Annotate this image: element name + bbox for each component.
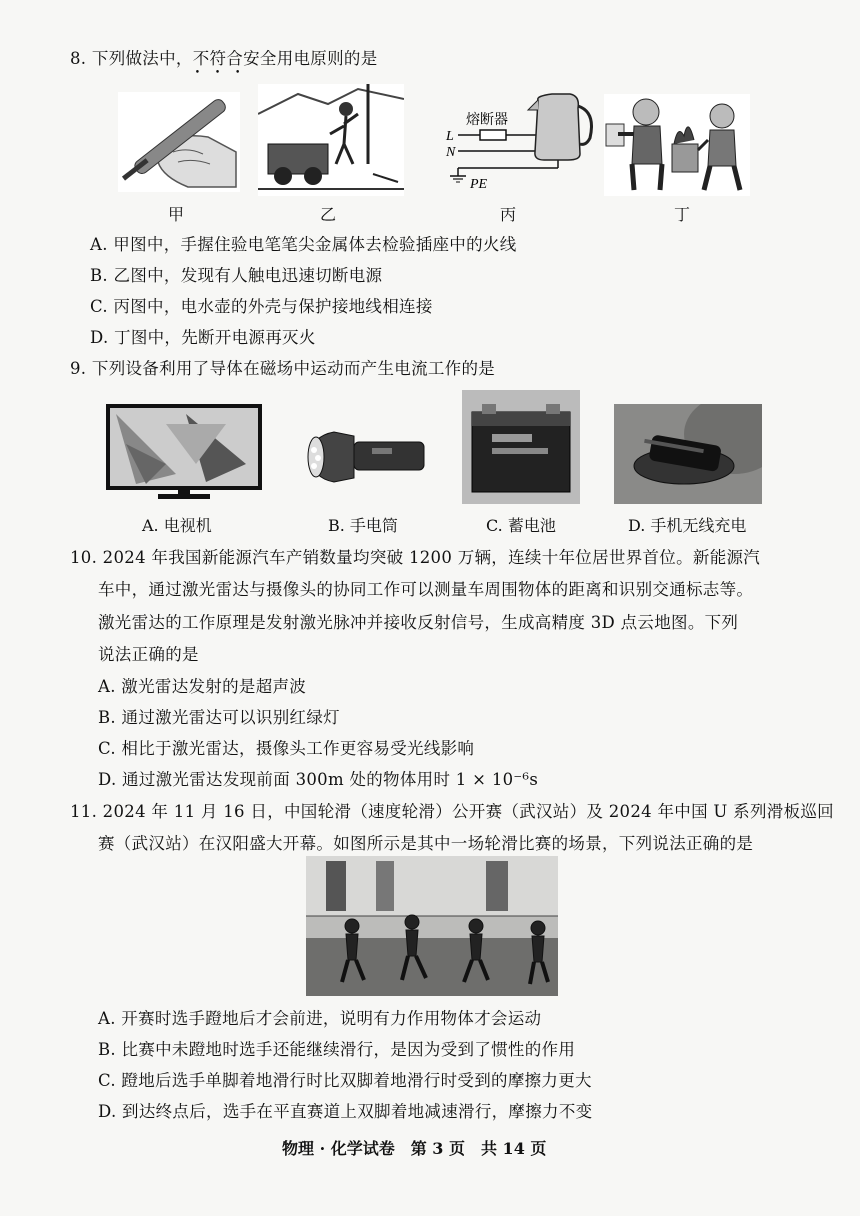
q10-option-c: C. 相比于激光雷达，摄像头工作更容易受光线影响 bbox=[98, 739, 475, 758]
kettle-circuit-icon bbox=[440, 88, 600, 194]
q10-line-1: 10. 2024 年我国新能源汽车产销数量均突破 1200 万辆，连续十年位居世界首位。新能源汽 bbox=[70, 548, 761, 567]
tv-icon bbox=[106, 404, 262, 502]
q8-option-a: A. 甲图中，手握住验电笔笔尖金属体去检验插座中的火线 bbox=[90, 235, 517, 254]
neutral-wire-label: N bbox=[446, 145, 456, 160]
q10-option-d: D. 通过激光雷达发现前面 300m 处的物体用时 1 × 10⁻⁶s bbox=[98, 770, 539, 789]
q8-option-b: B. 乙图中，发现有人触电迅速切断电源 bbox=[90, 266, 383, 285]
q8-option-d: D. 丁图中，先断开电源再灭火 bbox=[90, 328, 316, 347]
q9-label-b: B. 手电筒 bbox=[328, 516, 398, 535]
q11-option-c: C. 蹬地后选手单脚着地滑行时比双脚着地滑行时受到的摩擦力更大 bbox=[98, 1071, 592, 1090]
live-wire-label: L bbox=[446, 129, 454, 144]
q11-line-2: 赛（武汉站）在汉阳盛大开幕。如图所示是其中一场轮滑比赛的场景，下列说法正确的是 bbox=[98, 834, 754, 853]
q8-option-c: C. 丙图中，电水壶的外壳与保护接地线相连接 bbox=[90, 297, 433, 316]
fig-label-bing: 丙 bbox=[500, 205, 517, 224]
q11-option-a: A. 开赛时选手蹬地后才会前进，说明有力作用物体才会运动 bbox=[98, 1009, 542, 1028]
q10-line-2: 车中，通过激光雷达与摄像头的协同工作可以测量车周围物体的距离和识别交通标志等。 bbox=[98, 580, 754, 599]
q8-stem-prefix: 8. 下列做法中， bbox=[70, 49, 193, 68]
q9-stem: 9. 下列设备利用了导体在磁场中运动而产生电流工作的是 bbox=[70, 359, 496, 378]
flashlight-icon bbox=[302, 412, 428, 492]
page-footer: 物理 · 化学试卷 第 3 页 共 14 页 bbox=[282, 1139, 547, 1158]
q8-stem-emphasis: 不符合 • • • bbox=[193, 48, 243, 70]
q11-line-1: 11. 2024 年 11 月 16 日，中国轮滑（速度轮滑）公开赛（武汉站）及 2024 年中国 U 系列滑板巡回 bbox=[70, 802, 834, 821]
q9-label-a: A. 电视机 bbox=[142, 516, 212, 535]
wireless-charger-icon bbox=[614, 404, 762, 504]
q9-label-c: C. 蓄电池 bbox=[486, 516, 556, 535]
q11-option-b: B. 比赛中未蹬地时选手还能继续滑行，是因为受到了惯性的作用 bbox=[98, 1040, 576, 1059]
roller-skating-race-icon bbox=[306, 856, 558, 996]
fig-label-yi: 乙 bbox=[320, 205, 337, 224]
electroscope-pen-in-hand-icon bbox=[118, 92, 240, 192]
q10-line-3: 激光雷达的工作原理是发射激光脉冲并接收反射信号，生成高精度 3D 点云地图。下列 bbox=[98, 613, 739, 632]
q10-option-b: B. 通过激光雷达可以识别红绿灯 bbox=[98, 708, 340, 727]
kids-fire-socket-icon bbox=[604, 94, 750, 196]
earth-wire-label: PE bbox=[470, 177, 488, 192]
fig-label-ding: 丁 bbox=[674, 205, 691, 224]
q8-stem bbox=[70, 48, 378, 70]
q10-line-4: 说法正确的是 bbox=[98, 645, 199, 664]
car-battery-icon bbox=[462, 390, 580, 504]
fig-label-jia: 甲 bbox=[168, 205, 185, 224]
person-electric-shock-icon bbox=[258, 84, 404, 196]
q10-option-a: A. 激光雷达发射的是超声波 bbox=[98, 677, 307, 696]
q9-label-d: D. 手机无线充电 bbox=[628, 516, 747, 535]
q8-stem-suffix: 安全用电原则的是 bbox=[243, 49, 378, 68]
fuse-label: 熔断器 bbox=[466, 113, 508, 128]
q11-option-d: D. 到达终点后，选手在平直赛道上双脚着地减速滑行，摩擦力不变 bbox=[98, 1102, 593, 1121]
